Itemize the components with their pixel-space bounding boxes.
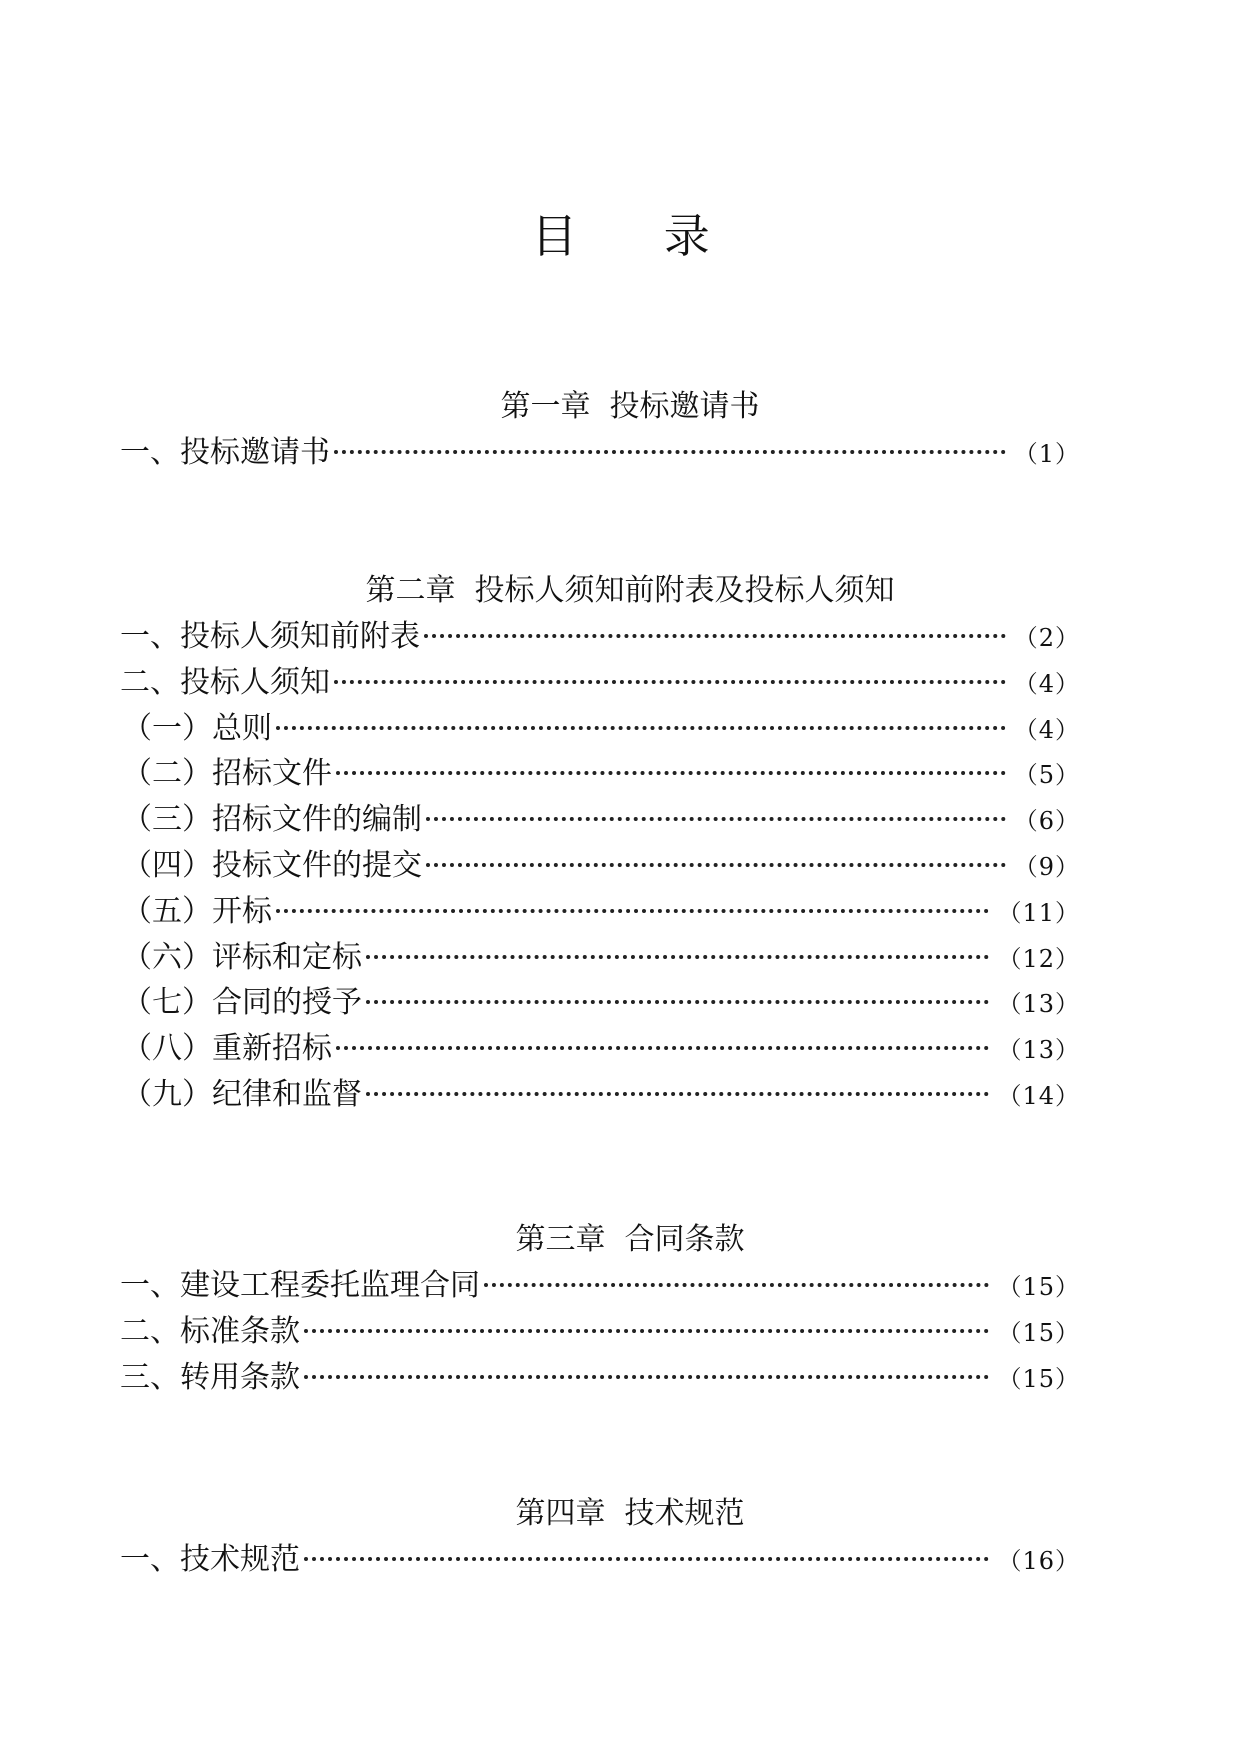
- toc-entry[interactable]: [120, 797, 1080, 843]
- toc-entry[interactable]: [120, 935, 1080, 981]
- toc-entry-page: （1）: [1013, 440, 1080, 468]
- toc-entry-label: 一、投标邀请书: [120, 435, 330, 470]
- chapter-1: [120, 384, 1080, 476]
- toc-entry[interactable]: [120, 889, 1080, 935]
- toc-entry-label: 一、建设工程委托监理合同: [120, 1268, 480, 1303]
- toc-entry-label: （四）投标文件的提交: [122, 847, 422, 883]
- toc-entry-page: （15）: [997, 1364, 1080, 1393]
- chapter-title: 第二章 投标人须知前附表及投标人须知: [365, 573, 895, 608]
- toc-entry-label: 一、投标人须知前附表: [120, 619, 420, 654]
- dot-leader: [334, 680, 1006, 684]
- toc-entry-page: （15）: [997, 1318, 1080, 1347]
- chapter-3: [120, 1217, 1080, 1400]
- toc-entry[interactable]: [120, 843, 1080, 889]
- toc-entry-page: （5）: [1013, 761, 1080, 790]
- dot-leader: [304, 1375, 989, 1379]
- toc-entry-label: （六）评标和定标: [122, 939, 362, 975]
- toc-entry-label: （七）合同的授予: [122, 985, 362, 1021]
- toc-entry-label: 二、投标人须知: [120, 664, 330, 700]
- dot-leader: [334, 450, 1006, 454]
- dot-leader: [366, 1000, 989, 1004]
- toc-entry-page: （9）: [1013, 852, 1080, 881]
- toc-entry-label: （五）开标: [122, 893, 272, 929]
- dot-leader: [424, 634, 1006, 638]
- toc-entry-label: （二）招标文件: [122, 756, 332, 792]
- dot-leader: [426, 863, 1006, 867]
- toc-entry-label: 二、标准条款: [120, 1313, 300, 1349]
- toc-entry-page: （14）: [997, 1081, 1080, 1110]
- dot-leader: [276, 909, 989, 913]
- dot-leader: [304, 1329, 989, 1333]
- dot-leader: [426, 817, 1006, 821]
- toc-entry-page: （6）: [1013, 807, 1080, 836]
- toc-entry-label: （八）重新招标: [122, 1031, 332, 1067]
- chapter-title: 第一章 投标邀请书: [500, 389, 760, 424]
- toc-entry-page: （2）: [1013, 624, 1080, 652]
- toc-entry-page: （13）: [997, 1036, 1080, 1065]
- toc-entry[interactable]: [120, 1026, 1080, 1072]
- toc-entry-page: （13）: [997, 990, 1080, 1019]
- toc-entry[interactable]: [120, 1263, 1080, 1309]
- dot-leader: [336, 771, 1006, 775]
- dot-leader: [366, 1092, 989, 1096]
- dot-leader: [304, 1557, 989, 1561]
- toc-entry-page: （15）: [997, 1273, 1080, 1301]
- chapter-title: 第四章 技术规范: [515, 1496, 745, 1531]
- dot-leader: [336, 1046, 989, 1050]
- page-title: 目 录: [531, 209, 746, 263]
- dot-leader: [484, 1283, 989, 1287]
- toc-entry[interactable]: [120, 1537, 1080, 1583]
- toc-entry-label: （九）纪律和监督: [122, 1076, 362, 1112]
- toc-entry-label: 三、转用条款: [120, 1359, 300, 1395]
- toc-entry[interactable]: [120, 660, 1080, 706]
- toc-entry[interactable]: [120, 980, 1080, 1026]
- toc-entry[interactable]: [120, 706, 1080, 752]
- toc-entry-label: （一）总则: [122, 710, 272, 746]
- toc-entry-page: （4）: [1013, 669, 1080, 698]
- chapter-2: [120, 568, 1080, 1118]
- chapter-4: [120, 1491, 1080, 1583]
- toc-entry-label: （三）招标文件的编制: [122, 802, 422, 838]
- toc-entry-label: 一、技术规范: [120, 1542, 300, 1577]
- toc-entry-page: （12）: [997, 944, 1080, 973]
- toc-entry[interactable]: [120, 1072, 1080, 1118]
- toc-entry[interactable]: [120, 1355, 1080, 1401]
- toc-entry-page: （4）: [1013, 715, 1080, 744]
- dot-leader: [366, 955, 989, 959]
- toc-entry[interactable]: [120, 1309, 1080, 1355]
- toc-entry[interactable]: [120, 751, 1080, 797]
- chapter-title: 第三章 合同条款: [515, 1222, 745, 1257]
- toc-entry[interactable]: [120, 614, 1080, 660]
- toc-entry[interactable]: [120, 430, 1080, 476]
- dot-leader: [276, 726, 1006, 730]
- toc-entry-page: （11）: [997, 898, 1080, 927]
- toc-entry-page: （16）: [997, 1547, 1080, 1575]
